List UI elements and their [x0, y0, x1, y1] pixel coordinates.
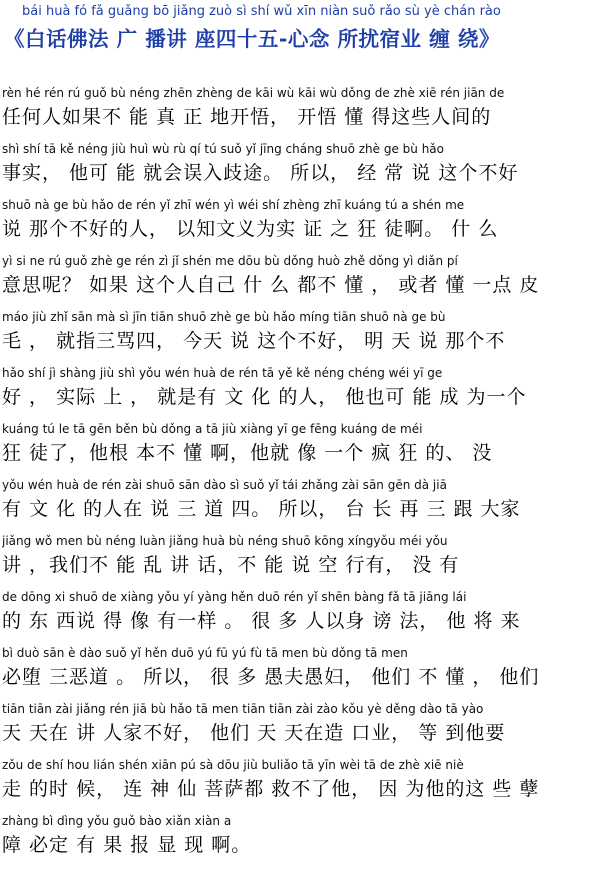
pinyin-line: zǒu de shí hou lián shén xiān pú sà dōu jiù buliǎo tā yīn wèi tā de zhè xiē niè	[2, 758, 464, 772]
pinyin-line: de dōng xi shuō de xiàng yǒu yí yàng hěn duō rén yǐ shēn bàng fǎ tā jiāng lái	[2, 590, 467, 604]
title-text: 《白话佛法 广 播讲 座四十五-心念 所扰宿业 缠 绕》	[4, 27, 500, 51]
pinyin-line: máo jiù zhǐ sān mà sì jīn tiān shuō zhè ge bù hǎo míng tiān shuō nà ge bù	[2, 310, 446, 324]
hanzi-line: 狂 徒了，他根 本不 懂 啊，他就 像 一个 疯 狂 的、 没	[2, 442, 493, 464]
pinyin-line: shì shí tā kě néng jiù huì wù rù qí tú suǒ yǐ jīng cháng shuō zhè ge bù hǎo	[2, 142, 444, 156]
text-line	[0, 646, 602, 702]
pinyin-line: bì duò sān è dào suǒ yǐ hěn duō yú fū yú fù tā men bù dǒng tā men	[2, 646, 408, 660]
text-line	[0, 758, 602, 814]
pinyin-line: yì si ne rú guǒ zhè ge rén zì jǐ shén me dōu bù dǒng huò zhě dǒng yì diǎn pí	[2, 254, 458, 268]
text-line	[0, 534, 602, 590]
text-line	[0, 142, 602, 198]
text-line	[0, 366, 602, 422]
hanzi-line: 意思呢？ 如果 这个人自己 什 么 都不 懂 ， 或者 懂 一点 皮	[2, 274, 540, 296]
text-line	[0, 254, 602, 310]
pinyin-line: yǒu wén huà de rén zài shuō sān dào sì suǒ yǐ tái zhǎng zài sān gēn dà jiā	[2, 478, 447, 492]
hanzi-line: 有 文 化 的人在 说 三 道 四。 所以， 台 长 再 三 跟 大家	[2, 498, 521, 520]
text-line	[0, 702, 602, 758]
hanzi-line: 任何人如果不 能 真 正 地开悟， 开悟 懂 得这些人间的	[2, 106, 492, 128]
hanzi-line: 天 天在 讲 人家不好， 他们 天 天在造 口业， 等 到他要	[2, 722, 506, 744]
hanzi-line: 障 必定 有 果 报 显 现 啊。	[2, 834, 252, 856]
text-line	[0, 478, 602, 534]
pinyin-line: rèn hé rén rú guǒ bù néng zhēn zhèng de kāi wù kāi wù dǒng de zhè xiē rén jiān de	[2, 86, 505, 100]
text-line	[0, 814, 602, 870]
pinyin-line: shuō nà ge bù hǎo de rén yǐ zhī wén yì wéi shí zhèng zhī kuáng tú a shén me	[2, 198, 465, 212]
hanzi-line: 走 的时 候， 连 神 仙 菩萨都 救不了他， 因 为他的这 些 孽	[2, 778, 540, 800]
hanzi-line: 事实， 他可 能 就会误入歧途。 所以， 经 常 说 这个不好	[2, 162, 519, 184]
pinyin-line: kuáng tú le tā gēn běn bù dǒng a tā jiù xiàng yī ge fēng kuáng de méi	[2, 422, 423, 436]
hanzi-line: 讲 ，我们不 能 乱 讲 话，不 能 说 空 行有， 没 有	[2, 554, 460, 576]
text-line	[0, 86, 602, 142]
pinyin-line: zhàng bì dìng yǒu guǒ bào xiǎn xiàn a	[2, 814, 232, 828]
hanzi-line: 好 ， 实际 上 ， 就是有 文 化 的人， 他也可 能 成 为一个	[2, 386, 527, 408]
text-line	[0, 310, 602, 366]
pinyin-line: jiǎng wǒ men bù néng luàn jiǎng huà bù néng shuō kōng xíngyǒu méi yǒu	[2, 534, 448, 548]
body-text	[0, 86, 602, 870]
pinyin-line: tiān tiān zài jiǎng rén jiā bù hǎo tā men tiān tiān zài zào kǒu yè děng dào tā yào	[2, 702, 484, 716]
hanzi-line: 的 东 西说 得 像 有一样 。 很 多 人以身 谤 法， 他 将 来	[2, 610, 521, 632]
text-line	[0, 422, 602, 478]
pinyin-line: hǎo shí jì shàng jiù shì yǒu wén huà de rén tā yě kě néng chéng wéi yī ge	[2, 366, 443, 380]
hanzi-line: 毛 ， 就指三骂四， 今天 说 这个不好， 明 天 说 那个不	[2, 330, 506, 352]
hanzi-line: 说 那个不好的人， 以知文义为实 证 之 狂 徒啊。 什 么	[2, 218, 499, 240]
text-line	[0, 590, 602, 646]
title-pinyin: bái huà fó fǎ guǎng bō jiǎng zuò sì shí wǔ xīn niàn suǒ rǎo sù yè chán rào	[22, 4, 501, 19]
text-line	[0, 198, 602, 254]
hanzi-line: 必堕 三恶道 。 所以， 很 多 愚夫愚妇， 他们 不 懂 ， 他们	[2, 666, 540, 688]
